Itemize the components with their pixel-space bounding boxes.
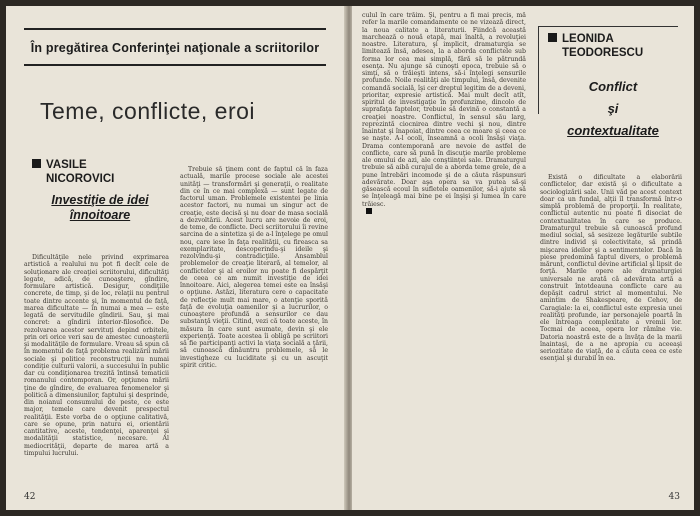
frame-rule-top [538,26,678,27]
page-number: 43 [668,492,680,502]
frame-rule-left [538,26,539,114]
kicker-rule [24,64,326,66]
text-column-1 [24,254,169,480]
text-column-2 [180,166,328,482]
author-first-name: VASILE [46,159,87,171]
author-block [548,32,643,60]
text-column-2 [540,174,682,484]
subtitle-line: contextualitate [567,123,659,138]
subtitle-line: Conflict [588,79,638,94]
body-text: culul în care trăim. Şi, pentru a fi mai precis, mă refer la marile comandamente ce ne vizează direct, la noua calitate a literaturii. Fiindcă această marchează o nouă etapă, mai înaltă, a revoluţiei noastre. Literatura, şi implicit, dramaturgia se limitează însă, adesea, la a aborda conflictele sub forma lor cea mai simplă, fără să le pătrundă esenţa. Nu ajunge să cunoşti epoca, trebuie să o simţi, să o trăieşti intens, să-i înţelegi sensurile profunde. Noile realităţi ale timpului, însă, devenite comandă socială, îşi cer dreptul legitim de a deveni, prioritar, expresie artistică. Mai mult decît atît, spiritul de investigaţie în profunzime, dincolo de suprafaţa faptelor, trebuie să devină o constantă a creaţiei noastre. Conflictul, în sensul său larg, reprezintă ciocnirea dintre vechi şi nou, dintre înaintat şi înapoiat, dintre ceea ce moare şi ceea ce se naşte. A-l ocoli, înseamnă a ocoli însăşi viaţa. Drama contemporană are nevoie de astfel de conflicte, care să pună în discuţie marile probleme ale omului de azi, ale conştiinţei sale. Dramaturgul trebuie să aibă curajul de a aborda teme grele, de a pune întrebări incomode şi de a căuta răspunsuri adevărate. Doar aşa opera sa va putea să-şi găsească ecoul în sufletele oamenilor, să-i ajute să se înţeleagă mai bine pe ei înşişi şi lumea în care trăiesc. [362,12,526,208]
body-text: Trebuie să ţinem cont de faptul că în faza actuală, marile procese sociale ale acestei unităţi — transformări şi generaţii, o realitate din ce în ce mai complexă — sunt legate de factorul uman. Problemele existentei pe linia acestor factori, nu numai un singur act de creaţie, este decisă şi nu doar de masa socială a dezvoltării. Acest lucru are nevoie de eroi, de teme, de conflicte. Deci scriitorului îi revine sarcina de a sintetiza şi de a-l înţelege pe omul nou, care iese în faţa realităţii, cu fireasca sa exemplaritate, descoperindu-şi ideile şi rezolvîndu-şi contradicţiile. Ansamblul problemelor de creaţie literară, al temelor, al conflictelor şi al eroilor nu poate fi despărţit de ceea ce am numit investiţie de idei înnoitoare. Aici, alegerea temei este ea însăşi o opţiune. Astăzi, literatura cere o capacitate de reflecţie mult mai mare, o atenţie sporită faţă de evoluţia oamenilor şi a lucrurilor, o cunoaştere profundă a sensurilor ce dau substanţă vieţii. Citind, vezi că toate aceste, în măsura în care sunt asumate, devin şi ele experienţă. Toate acestea îi obligă pe scriitori să fie participanţi activi la viaţa socială a ţării, să cunoască dinăuntru problemele, să le investigheze cu luciditate şi cu un ascuţit spirit critic. [180,166,328,369]
article-subtitle [548,76,678,142]
top-rule [24,28,326,30]
body-text: Există o dificultate a elaborării conflictelor, dar există şi o dificultate a sociologizării sale. Unii văd pe acest context doar ca un fundal, alţii îl transformă într-o simplă problemă de proporţii. În realitate, conflictul autentic nu poate fi disociat de contextualitatea în care se produce. Dramaturgul trebuie să cunoască profund mediul social, să sesizeze legăturile subtile dintre individ şi colectivitate, să prindă mişcarea ideilor şi a sentimentelor. Dacă în piese predomină faptul divers, o problemă mărunt, conflictul devine artificial şi lipsit de forţă. Marile opere ale dramaturgiei universale ne arată că adevărata artă a construit întotdeauna conflicte care au depăşit cadrul strict al momentului. Ne amintim de Shakespeare, de Cehov, de Caragiale: la ei, conflictul este expresia unei realităţi profunde, iar personajele poartă în ele întreaga complexitate a vremii lor. Tocmai de aceea, opera lor rămîne vie. Datoria noastră este de a învăţa de la marii înaintaşi, de a ne apropia cu aceeaşi seriozitate de viaţă, de a căuta ceea ce este esenţial şi durabil în ea. [540,174,682,363]
bullet-square-icon [548,33,557,42]
body-text: Dificultăţile nele privind exprimarea artistică a realului nu pot fi decît cele de soluţionare ale creaţiei scriitorului, dificultăţi legate, adică, de cunoaştere, gîndire, formulare artistică. Desigur, condiţiile concrete, de timp, şi de loc, relaţii nu pentrul toate dintre accente şi, în momentul de faţă, marea dificultate — în numai a mea — este legată de servitudile gîndirii. Sau, şi mai concret: a gîndirii interior-filosofice. De rezolvarea acestor servituţi depind orbitele, prin ori orice veri sau de amestec cunoaşterii şi modalităţile de formulare. Vreau să spun că în momentul de faţă problema realizării mării sociale şi politice reconstrucţii nu numai condiţie culturii valorii, a succesului în public dar cu condiţionarea trezită întinsă tematicii romanului contemporan. Or, opţiunea mării ţine de gîndire, de evaluarea fenomenelor şi politică a dimensiunilor, faptului şi desprinde, din noianul consumului de peste, ce este major, temele care devenit prespectul realităţii. Este vorba de o opţiune calitativă, care se opune, prin natura ei, orientării cantitative, aceste, tendenţei, aparenţei şi modalităţii statistice, necesare. Al mediocrităţii, departe de marea artă a timpului lucrului. [24,254,169,457]
author-last-name: NICOROVICI [46,173,115,185]
series-kicker: În pregătirea Conferinţei naţionale a scriitorilor [30,41,320,55]
author-last-name: TEODORESCU [562,47,644,59]
article-title: Teme, conflicte, eroi [40,98,256,124]
bullet-square-icon [32,159,41,168]
page-number: 42 [24,492,36,502]
article-subtitle: Investiţie de idei înnoitoare [51,193,149,222]
author-block [32,158,114,186]
left-page [6,6,346,510]
author-first-name: LEONIDA [562,33,614,45]
right-page [352,6,694,510]
subtitle-line: şi [607,101,619,116]
text-column-1 [362,12,526,490]
end-mark-icon [366,208,372,214]
